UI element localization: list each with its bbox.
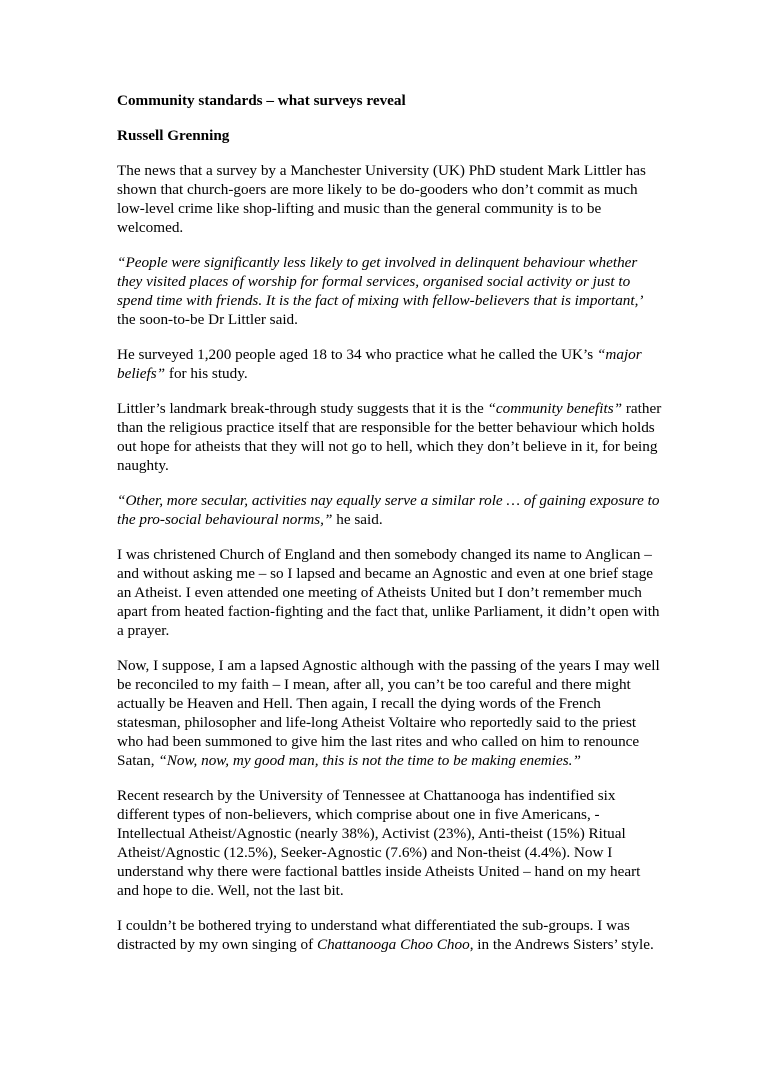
paragraph-5	[117, 491, 665, 529]
paragraph-9-tail: , in the Andrews Sisters’ style.	[469, 936, 654, 953]
paragraph-9	[117, 916, 665, 954]
paragraph-3-tail: for his study.	[165, 365, 248, 382]
paragraph-6: I was christened Church of England and then somebody changed its name to Anglican – and without asking me – so I lapsed and became an Agnostic and even at one brief stage an Atheist. I even attended one meeting of Atheists United but I don’t remember much apart from heated faction-fighting and the fact that, unlike Parliament, it didn’t open with a prayer.	[117, 546, 660, 639]
paragraph-2-tail: the soon-to-be Dr Littler said.	[117, 311, 298, 328]
paragraph-4	[117, 399, 665, 475]
secular-activities-quote: “Other, more secular, activities nay equally serve a similar role … of gaining exposure to the pro-social behavioural norms,”	[117, 492, 660, 528]
paragraph-8: Recent research by the University of Tennessee at Chattanooga has indentified six different types of non-believers, which comprise about one in five Americans, - Intellectual Atheist/Agnostic (nearly 38%), Activist (23%), Anti-theist (15%) Ritual Atheist/Agnostic (12.5%), Seeker-Agnostic (7.6%) and Non-theist (4.4%). Now I understand why there were factional battles inside Atheists United – hand on my heart and hope to die. Well, not the last bit.	[117, 787, 641, 899]
paragraph-9-lead: I couldn’t be bothered trying to understand what differentiated the sub-groups. I was distracted by my own singing of	[117, 917, 630, 953]
voltaire-quote: “Now, now, my good man, this is not the time to be making enemies.”	[158, 752, 581, 769]
paragraph-1: The news that a survey by a Manchester University (UK) PhD student Mark Littler has shown that church-goers are more likely to be do-gooders who don’t commit as much low-level crime like shop-lifting and music than the general community is to be welcomed.	[117, 162, 646, 236]
community-benefits-quote: “community benefits”	[487, 400, 623, 417]
major-beliefs-quote: “major beliefs”	[117, 346, 642, 382]
paragraph-5-tail: he said.	[332, 511, 383, 528]
paragraph-7-lead: Now, I suppose, I am a lapsed Agnostic although with the passing of the years I may well be reconciled to my faith – I mean, after all, you can’t be too careful and there might actually be Heaven and Hell. Then again, I recall the dying words of the French statesman, philosopher and life-long Atheist Voltaire who reportedly said to the priest who had been summoned to give him the last rites and who called on him to renounce Satan,	[117, 657, 660, 769]
littler-quote: “People were significantly less likely to get involved in delinquent behaviour whether they visited places of worship for formal services, organised social activity or just to spend time with friends. It is the fact of mixing with fellow-believers that is important,’	[117, 254, 644, 309]
paragraph-7	[117, 656, 665, 770]
article-body	[117, 91, 665, 970]
article-author: Russell Grenning	[117, 127, 230, 144]
paragraph-3	[117, 345, 665, 383]
paragraph-4-tail: rather than the religious practice itself that are responsible for the better behaviour which holds out hope for atheists that they will not go to hell, which they don’t believe in it, for being naughty.	[117, 400, 662, 474]
paragraph-3-lead: He surveyed 1,200 people aged 18 to 34 who practice what he called the UK’s	[117, 346, 597, 363]
article-title: Community standards – what surveys reveal	[117, 92, 406, 109]
song-title: Chattanooga Choo Choo	[316, 936, 470, 953]
paragraph-4-lead: Littler’s landmark break-through study suggests that it is the	[117, 400, 488, 417]
paragraph-2	[117, 253, 665, 329]
